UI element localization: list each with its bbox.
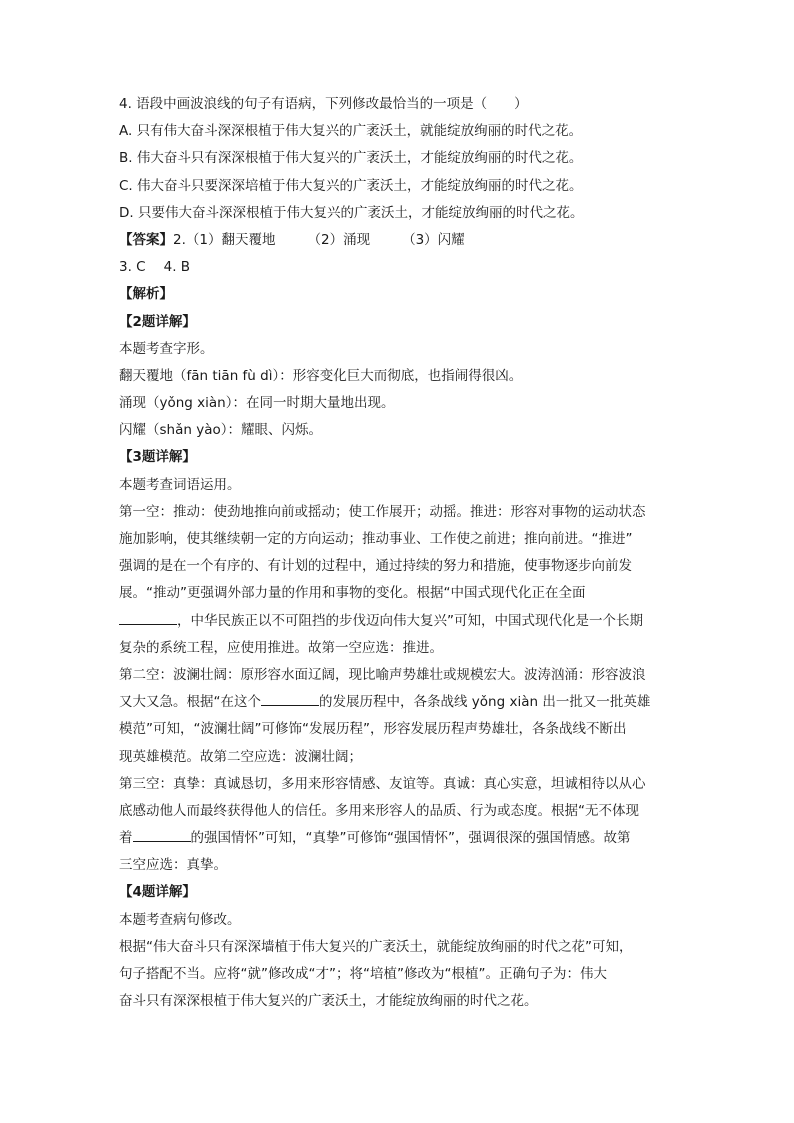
analysis-tag: 【解析】: [119, 286, 173, 303]
document-page: [119, 91, 679, 1015]
detail-2-intro: 本题考查字形。: [119, 340, 214, 357]
answer-tag: 【答案】: [119, 231, 173, 248]
fill-blank: [119, 610, 177, 625]
detail-3-p2-line-2-a: 又大又急。根据“在这个: [119, 694, 261, 711]
answer-line: [119, 227, 679, 254]
detail-4-intro: 本题考查病句修改。: [119, 911, 241, 928]
detail-3-p1-line-4: 展。“推动”更强调外部力量的作用和事物的变化。根据“中国式现代化正在全面: [119, 585, 586, 602]
detail-3-p2-line-1: 第二空：波澜壮阔：原形容水面辽阔，现比喻声势雄壮或规模宏大。波涛汹涌：形容波浪: [119, 666, 646, 683]
detail-3-intro: 本题考查词语运用。: [119, 476, 241, 493]
detail-3-p1-line-5: [119, 608, 679, 635]
answer-3: 3. C: [119, 259, 146, 276]
detail-2-line-2: 涌现（yǒng xiàn）：在同一时期大量地出现。: [119, 395, 395, 412]
detail-4-line-3: 奋斗只有深深根植于伟大复兴的广袤沃土，才能绽放绚丽的时代之花。: [119, 993, 538, 1010]
detail-2-tag: 【2题详解】: [119, 313, 196, 330]
answer-2-1: 2.（1）翻天覆地: [173, 231, 276, 248]
option-b: B. 伟大奋斗只有深深根植于伟大复兴的广袤沃土，才能绽放绚丽的时代之花。: [119, 150, 583, 167]
detail-3-p3-line-1: 第三空：真挚：真诚恳切，多用来形容情感、友谊等。真诚：真心实意，坦诚相待以从心: [119, 775, 646, 792]
detail-3-p2-line-3: 模范”可知，“波澜壮阔”可修饰“发展历程”，形容发展历程声势雄壮，各条战线不断出: [119, 721, 627, 738]
answer-line-2: [119, 254, 679, 281]
detail-3-p2-line-2-b: 的发展历程中，各条战线 yǒng xiàn 出一批又一批英雄: [319, 694, 651, 711]
detail-2-line-3: 闪耀（shǎn yào）：耀眼、闪烁。: [119, 422, 322, 439]
detail-4-line-1: 根据“伟大奋斗只有深深墙植于伟大复兴的广袤沃土，就能绽放绚丽的时代之花”可知，: [119, 938, 633, 955]
detail-3-p3-line-3-b: 的强国情怀”可知，“真挚”可修饰“强国情怀”，强调很深的强国情感。故第: [190, 830, 631, 847]
detail-3-p1-line-3: 强调的是在一个有序的、有计划的过程中，通过持续的努力和措施，使事物逐步向前发: [119, 558, 632, 575]
answer-4: 4. B: [163, 259, 191, 276]
detail-4-tag: 【4题详解】: [119, 884, 196, 901]
fill-blank: [261, 691, 319, 706]
detail-4-line-2: 句子搭配不当。应将“就”修改成“才”；将“培植”修改为“根植”。正确句子为：伟大: [119, 966, 607, 982]
detail-3-p1-line-6: 复杂的系统工程，应使用推进。故第一空应选：推进。: [119, 639, 443, 656]
detail-3-p3-line-2: 底感动他人而最终获得他人的信任。多用来形容人的品质、行为或态度。根据“无不体现: [119, 802, 639, 819]
option-c: C. 伟大奋斗只要深深培植于伟大复兴的广袤沃土，才能绽放绚丽的时代之花。: [119, 177, 583, 194]
detail-3-p3-line-3-a: 着: [119, 830, 133, 847]
detail-3-p1-line-5-text: ，中华民族正以不可阻挡的步伐迈向伟大复兴”可知，中国式现代化是一个长期: [177, 612, 643, 629]
option-a: A. 只有伟大奋斗深深根植于伟大复兴的广袤沃土，就能绽放绚丽的时代之花。: [119, 123, 583, 140]
detail-3-p2-line-2: [119, 689, 679, 716]
option-d: D. 只要伟大奋斗深深根植于伟大复兴的广袤沃土，才能绽放绚丽的时代之花。: [119, 204, 584, 221]
question-4-stem: 4. 语段中画波浪线的句子有语病，下列修改最恰当的一项是（ ）: [119, 96, 528, 112]
detail-3-p1-line-1: 第一空：推动：使劲地推向前或摇动；使工作展开；动摇。推进：形容对事物的运动状态: [119, 503, 646, 520]
fill-blank: [133, 827, 191, 842]
detail-3-p3-line-4: 三空应选：真挚。: [119, 857, 227, 874]
detail-3-p2-line-4: 现英雄模范。故第二空应选：波澜壮阔；: [119, 748, 362, 765]
answer-2-2: （2）涌现: [307, 231, 371, 248]
detail-3-p3-line-3: [119, 825, 679, 852]
detail-3-tag: 【3题详解】: [119, 449, 196, 466]
detail-3-p1-line-2: 施加影响，使其继续朝一定的方向运动；推动事业、工作使之前进；推向前进。“推进”: [119, 531, 633, 547]
answer-2-3: （3）闪耀: [402, 231, 465, 248]
detail-2-line-1: 翻天覆地（fān tiān fù dì）：形容变化巨大而彻底，也指闹得很凶。: [119, 367, 523, 384]
